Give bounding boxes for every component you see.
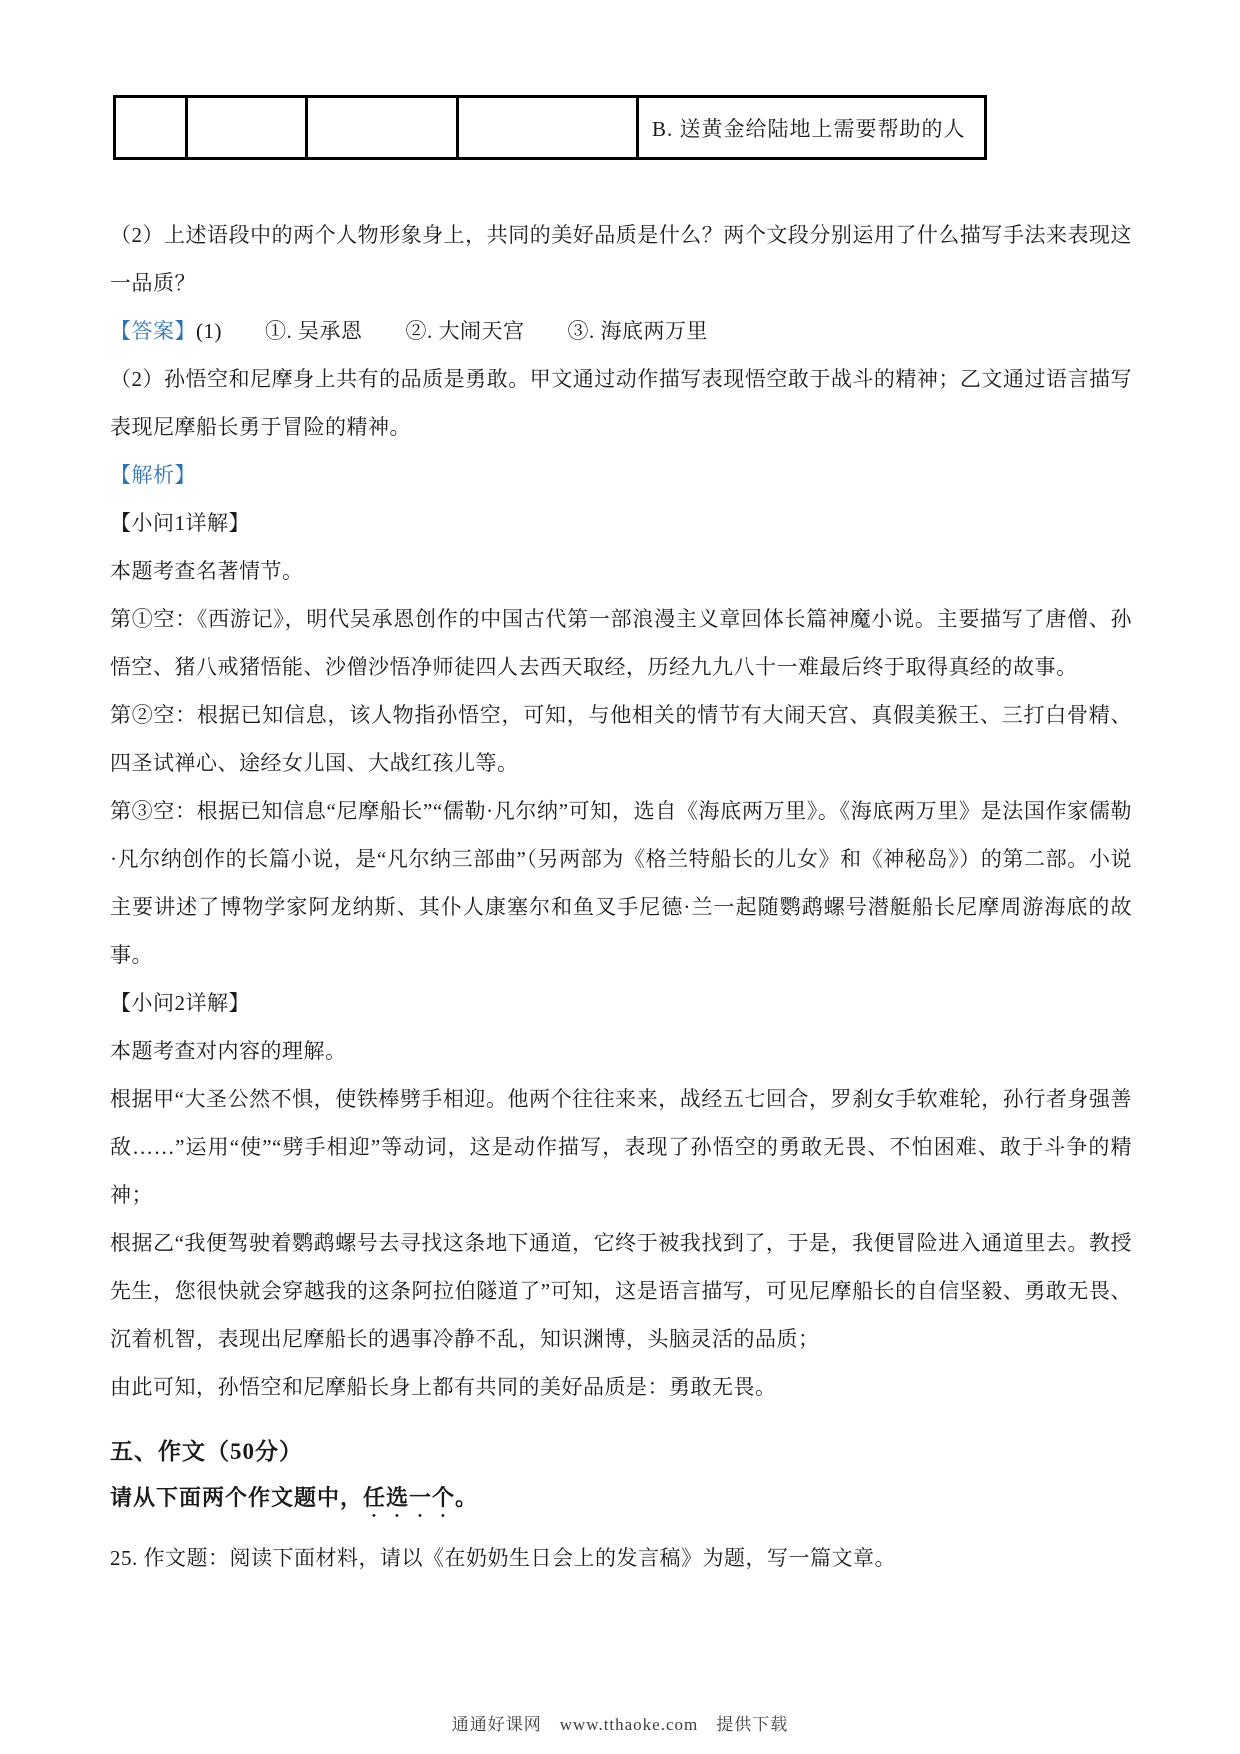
section-5-heading: 五、作文（50分） — [110, 1439, 303, 1464]
question-2-text: （2）上述语段中的两个人物形象身上，共同的美好品质是什么？两个文段分别运用了什么描写手法来表现这一品质？ — [110, 223, 1132, 295]
question-25-text: 25. 作文题：阅读下面材料，请以《在奶奶生日会上的发言稿》为题，写一篇文章。 — [110, 1546, 896, 1570]
footer-url: www.tthaoke.com — [559, 1715, 699, 1734]
sub2-paragraph-1: 根据甲“大圣公然不惧，使铁棒劈手相迎。他两个往往来来，战经五七回合，罗刹女手软难轮，孙行者身强善敌……”运用“使”“劈手相迎”等动词，这是动作描写，表现了孙悟空的勇敢无畏、不怕困难、敢于斗争的精神； — [110, 1087, 1132, 1207]
analysis-label: 【解析】 — [110, 463, 196, 487]
sub2-intro: 本题考查对内容的理解。 — [110, 1039, 347, 1063]
sub2-conclusion: 由此可知，孙悟空和尼摩船长身上都有共同的美好品质是：勇敢无畏。 — [110, 1375, 777, 1399]
answer-line-1 — [110, 307, 1132, 355]
table-cell-3 — [307, 97, 458, 159]
answer-label: 【答案】 — [110, 319, 196, 343]
table-cell-option-b: B. 送黄金给陆地上需要帮助的人 — [638, 97, 986, 159]
sub2-paragraph-2: 根据乙“我便驾驶着鹦鹉螺号去寻找这条地下通道，它终于被我找到了，于是，我便冒险进入通道里去。教授先生，您很快就会穿越我的这条阿拉伯隧道了”可知，这是语言描写，可见尼摩船长的自信坚毅、勇敢无畏、沉着机智，表现出尼摩船长的遇事冷静不乱，知识渊博，头脑灵活的品质； — [110, 1231, 1132, 1351]
footer-suffix: 提供下载 — [716, 1715, 789, 1734]
instruction-suffix: 。 — [455, 1485, 479, 1510]
sub1-paragraph-1: 第①空：《西游记》，明代吴承恩创作的中国古代第一部浪漫主义章回体长篇神魔小说。主要描写了唐僧、孙悟空、猪八戒猪悟能、沙僧沙悟净师徒四人去西天取经，历经九九八十一难最后终于取得真经的故事。 — [110, 607, 1132, 679]
answer-part1-text: (1) ①. 吴承恩 ②. 大闹天宫 ③. 海底两万里 — [196, 319, 708, 343]
page-content — [110, 95, 1132, 1582]
instruction-emphasized: 任选一个 — [363, 1485, 456, 1510]
sub1-paragraph-3: 第③空：根据已知信息“尼摩船长”“儒勒·凡尔纳”可知，选自《海底两万里》。《海底两万里》是法国作家儒勒·凡尔纳创作的长篇小说，是“凡尔纳三部曲”（另两部为《格兰特船长的儿女》和《神秘岛》）的第二部。小说主要讲述了博物学家阿龙纳斯、其仆人康塞尔和鱼叉手尼德·兰一起随鹦鹉螺号潜艇船长尼摩周游海底的故事。 — [110, 799, 1132, 967]
sub1-intro: 本题考查名著情节。 — [110, 559, 304, 583]
footer-site-name: 通通好课网 — [451, 1715, 542, 1734]
continued-answer-table — [113, 95, 987, 160]
sub-question-1-heading: 【小问1详解】 — [110, 511, 250, 535]
instruction-prefix: 请从下面两个作文题中， — [110, 1485, 364, 1510]
table-cell-4 — [458, 97, 638, 159]
table-cell-1 — [115, 97, 187, 159]
table-row — [115, 97, 986, 159]
table-cell-2 — [187, 97, 307, 159]
section-5-instruction — [110, 1477, 1132, 1522]
answer-part2-text: （2）孙悟空和尼摩身上共有的品质是勇敢。甲文通过动作描写表现悟空敢于战斗的精神；乙文通过语言描写表现尼摩船长勇于冒险的精神。 — [110, 367, 1132, 439]
sub-question-2-heading: 【小问2详解】 — [110, 991, 250, 1015]
sub1-paragraph-2: 第②空：根据已知信息，该人物指孙悟空，可知，与他相关的情节有大闹天宫、真假美猴王、三打白骨精、四圣试禅心、途经女儿国、大战红孩儿等。 — [110, 703, 1132, 775]
page-footer — [0, 1710, 1240, 1735]
